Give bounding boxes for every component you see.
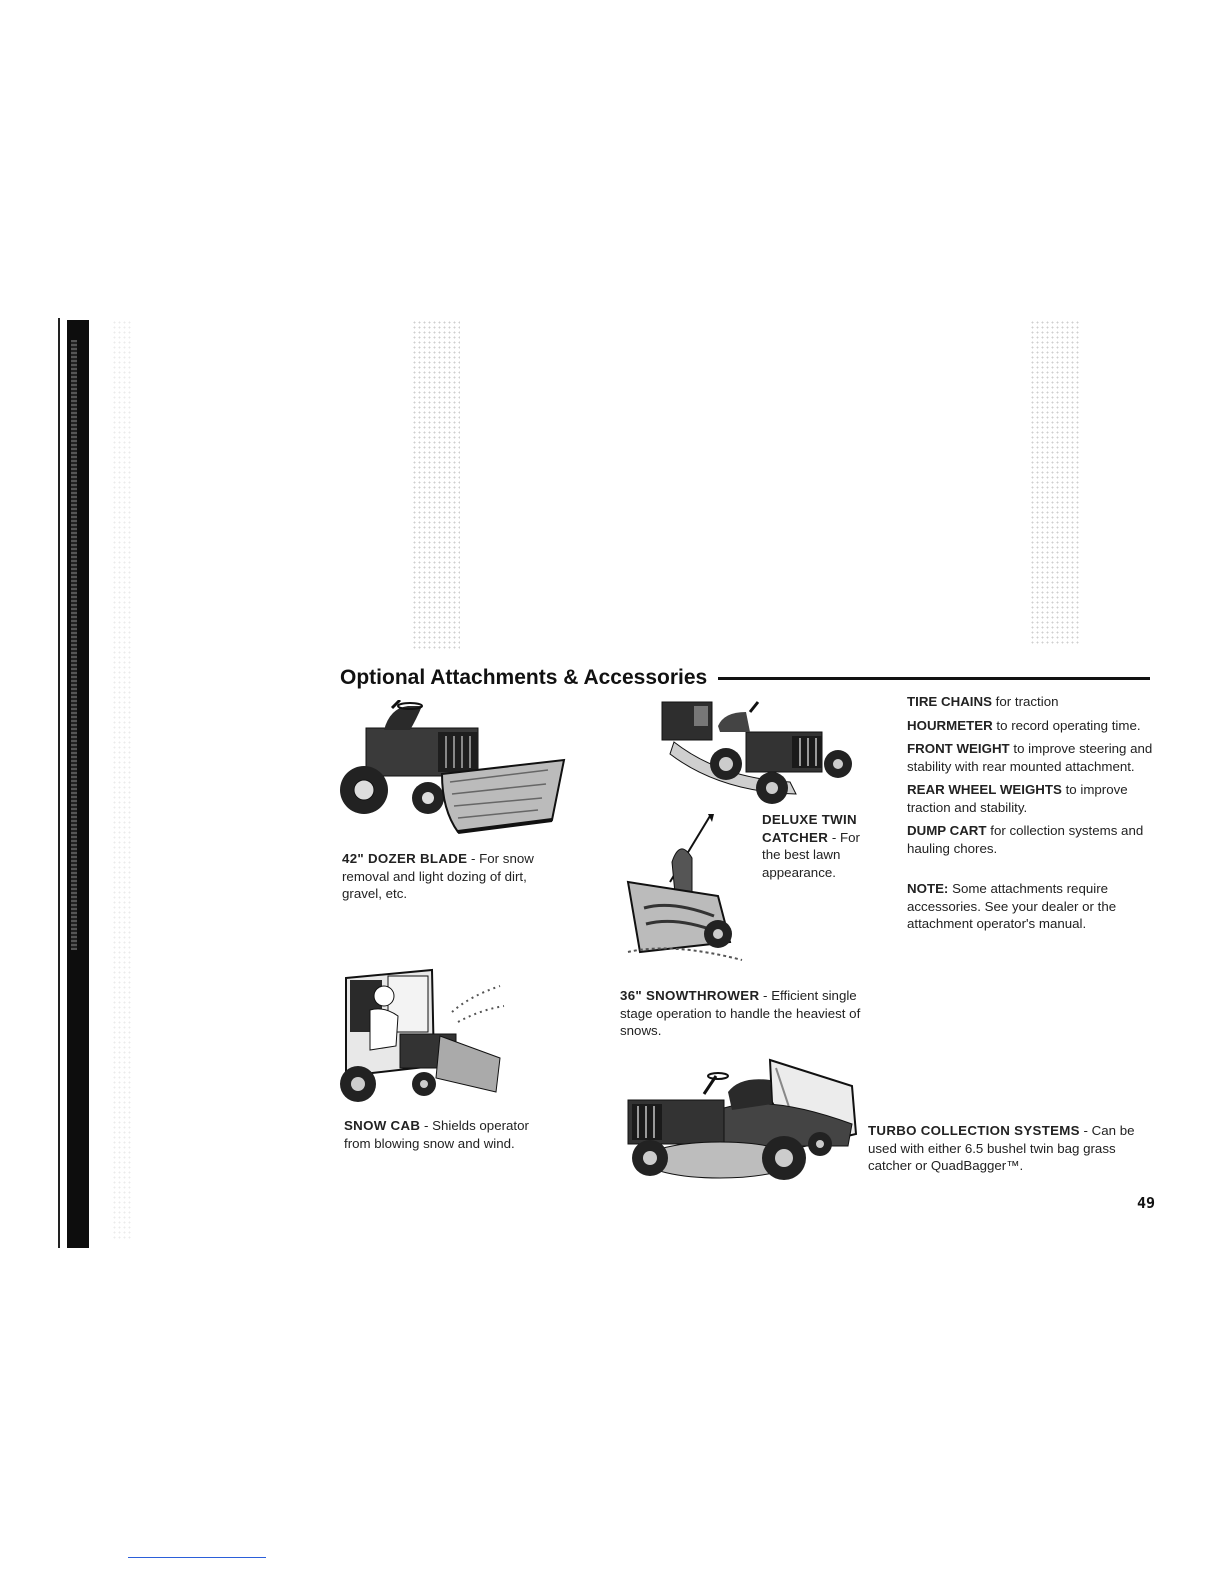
accessory-item (907, 781, 1157, 816)
accessory-name: REAR WHEEL WEIGHTS (907, 782, 1062, 797)
attachment-name: DELUXE TWIN CATCHER (762, 812, 857, 845)
attachment-name: TURBO COLLECTION SYSTEMS (868, 1123, 1080, 1138)
accessory-desc: for traction (995, 694, 1059, 709)
caption-twin-catcher: DELUXE TWIN CATCHER - For the best lawn appearance. (762, 812, 860, 880)
accessory-item (907, 740, 1157, 775)
title-rule (718, 677, 1150, 680)
scan-edge-line (58, 318, 60, 1248)
accessory-desc: to record operating time. (996, 717, 1141, 733)
dozer-blade-tractor-illustration (338, 700, 568, 840)
snowthrower-illustration (622, 812, 746, 970)
turbo-collection-illustration (620, 1054, 864, 1194)
accessory-item (907, 717, 1157, 735)
accessory-desc: for collection systems and hauling chores. (907, 823, 1144, 856)
attachment-desc: Shields operator from blowing snow and wind. (344, 1118, 529, 1151)
scan-speckle (112, 320, 132, 1240)
accessory-name: FRONT WEIGHT (907, 741, 1010, 756)
attachment-desc: Can be used with either 6.5 bushel twin bag grass catcher or QuadBagger™. (868, 1123, 1135, 1173)
attachment-desc: Efficient single stage operation to handle the heaviest of snows. (620, 988, 861, 1038)
note-label: NOTE: (907, 881, 949, 896)
caption-snow-cab: SNOW CAB - Shields operator from blowing snow and wind. (344, 1118, 529, 1151)
accessory-name: TIRE CHAINS (907, 694, 992, 709)
accessory-desc: to improve steering and stability with rear mounted attachment. (907, 741, 1153, 774)
twin-catcher-tractor-illustration (660, 698, 860, 808)
note-text: Some attachments require accessories. See your dealer or the attachment operator's manual. (907, 881, 1117, 931)
scan-speckle (412, 320, 460, 650)
accessory-desc: to improve traction and stability. (907, 782, 1128, 815)
accessory-item (907, 822, 1157, 857)
caption-turbo-collection: TURBO COLLECTION SYSTEMS - Can be used with either 6.5 bushel twin bag grass catcher or QuadBagger™. (868, 1123, 1135, 1173)
caption-dozer-blade: 42" DOZER BLADE - For snow removal and light dozing of dirt, gravel, etc. (342, 851, 534, 901)
accessories-list (907, 693, 1157, 933)
attachment-name: SNOW CAB (344, 1118, 421, 1133)
accessory-name: DUMP CART (907, 823, 987, 838)
page-title: Optional Attachments & Accessories (340, 666, 708, 689)
footer-rule (128, 1557, 266, 1558)
accessory-name: HOURMETER (907, 717, 993, 733)
attachment-desc: For snow removal and light dozing of dirt, gravel, etc. (342, 851, 534, 901)
scan-speckle (1030, 320, 1080, 645)
note (907, 880, 1157, 933)
accessory-item (907, 693, 1157, 711)
caption-snowthrower: 36" SNOWTHROWER - Efficient single stage operation to handle the heaviest of snows. (620, 988, 861, 1038)
snow-cab-illustration (340, 966, 506, 1106)
scan-binding-shadow (67, 320, 89, 1248)
attachment-desc: For the best lawn appearance. (762, 829, 860, 880)
attachment-name: 42" DOZER BLADE (342, 851, 468, 866)
attachment-name: 36" SNOWTHROWER (620, 988, 760, 1003)
page-number: 49 (1137, 1194, 1156, 1212)
